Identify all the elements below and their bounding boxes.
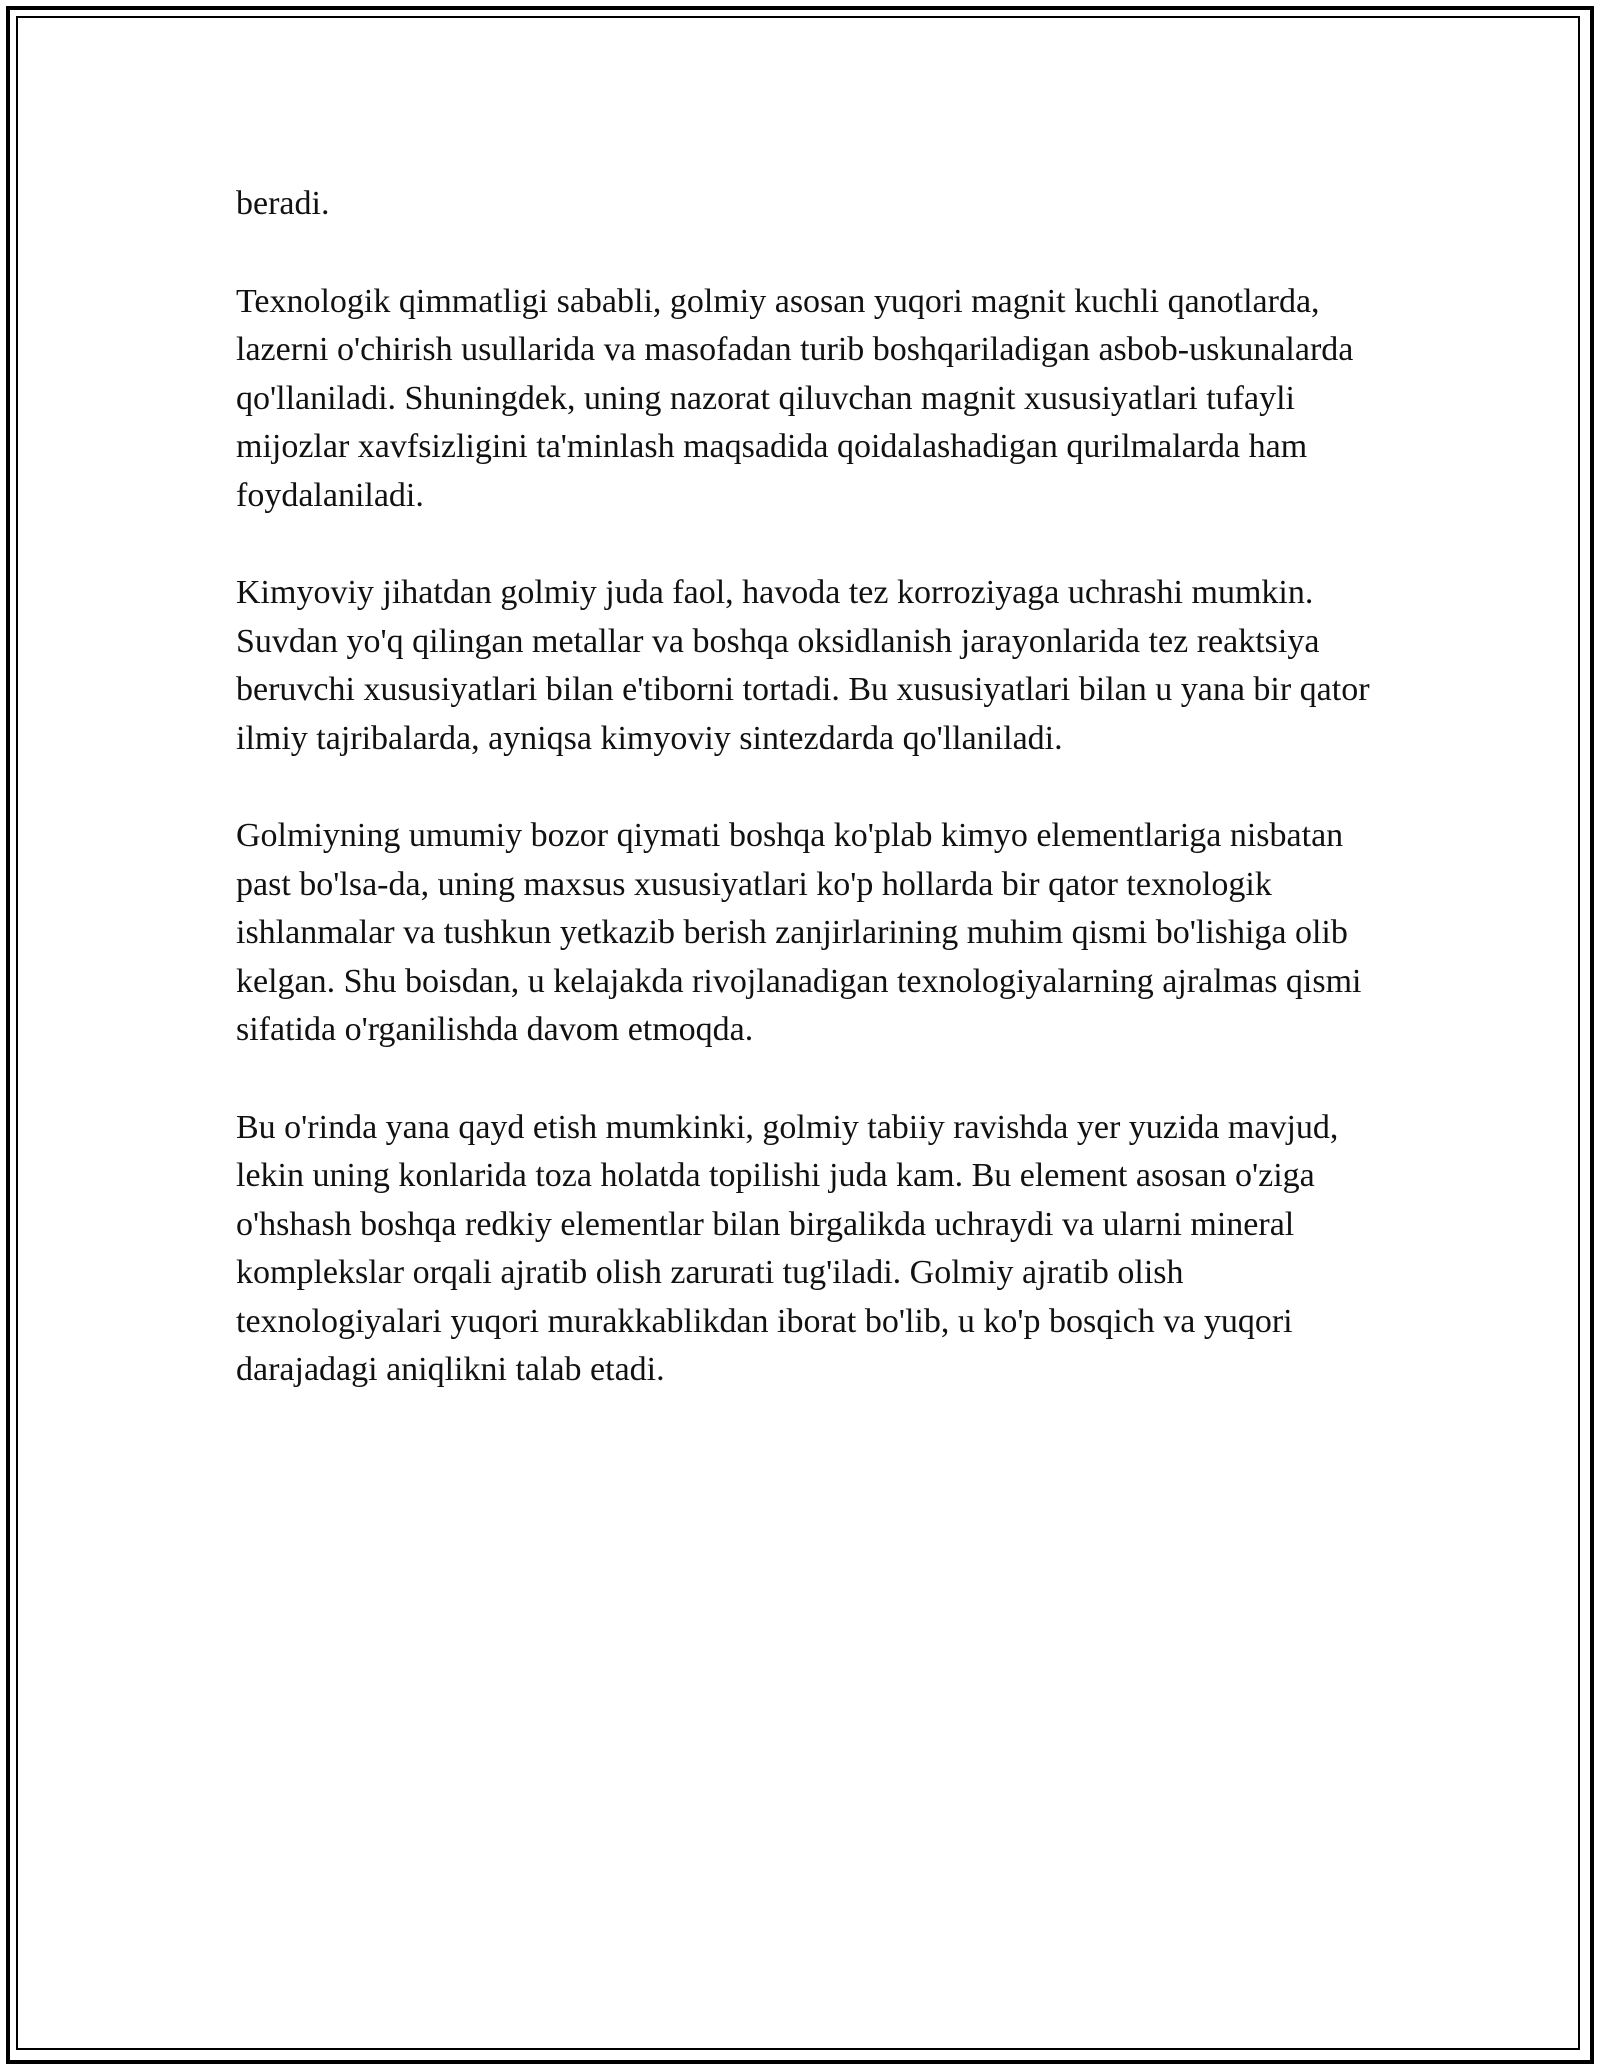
paragraph-continuation: beradi.: [236, 185, 330, 222]
document-body: [236, 180, 1386, 1444]
paragraph-market-value: Golmiyning umumiy bozor qiymati boshqa ko'plab kimyo elementlariga nisbatan past bo'lsa-da, uning maxsus xususiyatlari ko'p hollarda bir qator texnologik ishlanmalar va tushkun yetkazib berish zanjirlarining muhim qismi bo'lishiga olib kelgan. Shu boisdan, u kelajakda rivojlanadigan texnologiyalarning ajralmas qismi sifatida o'rganilishda davom etmoqda.: [236, 817, 1362, 1048]
paragraph-chemical-properties: Kimyoviy jihatdan golmiy juda faol, havoda tez korroziyaga uchrashi mumkin. Suvdan yo'q qilingan metallar va boshqa oksidlanish jarayonlarida tez reaktsiya beruvchi xususiyatlari bilan e'tiborni tortadi. Bu xususiyatlari bilan u yana bir qator ilmiy tajribalarda, ayniqsa kimyoviy sintezdarda qo'llaniladi.: [236, 574, 1370, 757]
paragraph-natural-occurrence: Bu o'rinda yana qayd etish mumkinki, golmiy tabiiy ravishda yer yuzida mavjud, lekin uning konlarida toza holatda topilishi juda kam. Bu element asosan o'ziga o'hshash boshqa redkiy elementlar bilan birgalikda uchraydi va ularni mineral komplekslar orqali ajratib olish zarurati tug'iladi. Golmiy ajratib olish texnologiyalari yuqori murakkablikdan iborat bo'lib, u ko'p bosqich va yuqori darajadagi aniqlikni talab etadi.: [236, 1108, 1339, 1388]
paragraph-technological-uses: Texnologik qimmatligi sababli, golmiy asosan yuqori magnit kuchli qanotlarda, lazerni o'chirish usullarida va masofadan turib boshqariladigan asbob-uskunalarda qo'llaniladi. Shuningdek, uning nazorat qiluvchan magnit xususiyatlari tufayli mijozlar xavfsizligini ta'minlash maqsadida qoidalashadigan qurilmalarda ham foydalaniladi.: [236, 282, 1354, 514]
